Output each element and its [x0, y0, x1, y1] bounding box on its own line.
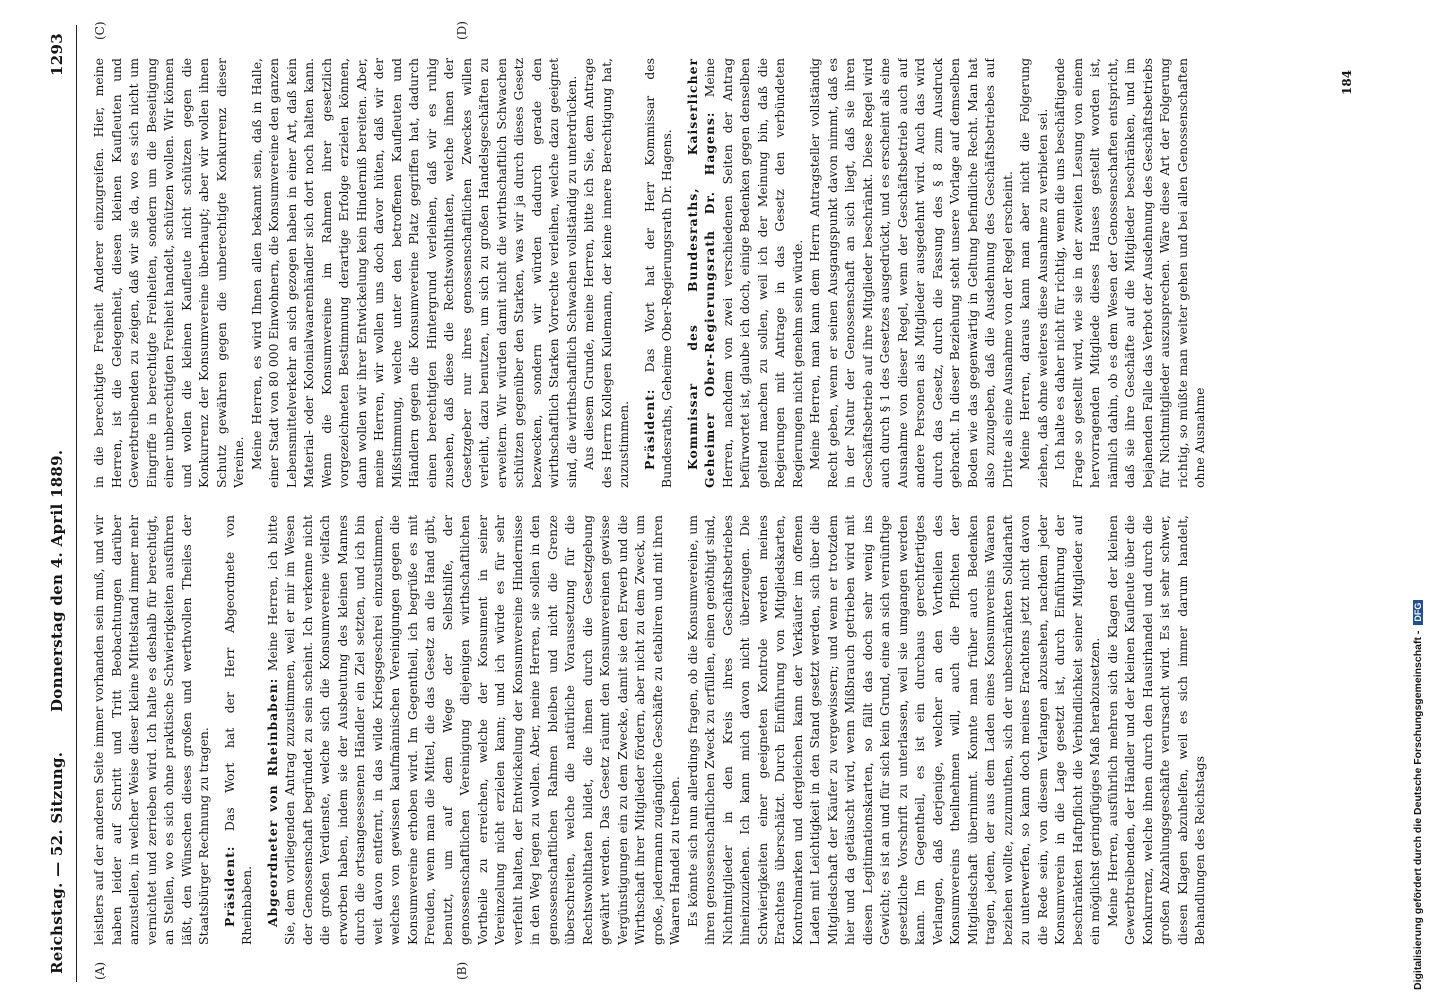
- paragraph: Meine Herren, man kann dem Herrn Antragsteller vollständig Recht geben, wenn er seinen Ausgangspunkt davon nimmt, daß es in der Natur der Genossenschaft an sich liegt, daß sie ihren Geschäftsbetrieb auf ihre Mitglieder beschränkt. Diese Regel wird auch durch § 1 des Gesetzes ausgedrückt, und es erscheint als eine Ausnahme von dieser Regel, wenn der Geschäftsbetrieb auch auf andere Personen als Mitglieder ausgedehnt wird. Auch das wird durch das Gesetz, durch die Fassung des § 8 zum Ausdruck gebracht. In dieser Beziehung steht unsere Vorlage auf demselben Boden wie das gegenwärtig in Geltung befindliche Recht. Man hat also zuzugeben, daß die Ausdehnung des Geschäftsbetriebes auf Dritte als eine Ausnahme von der Regel erscheint.: [807, 58, 1015, 488]
- paragraph: Es könnte sich nun allerdings fragen, ob die Konsumvereine, um ihren genossenschaftlichen Zweck zu erfüllen, einen genöthigt sind, Nichtmitglieder in den Kreis ihres Geschäftsbetriebes hineinzuziehen. Ich kann mich davon nicht überzeugen. Die Schwierigkeiten einer geeigneten Kontrole werden meines Erachtens überschätzt. Durch Einführung von Mitgliedskarten, Kontrolmarken und dergleichen kann der Verkäufer im offenen Laden mit Leichtigkeit in den Stand gesetzt werden, sich über die Mitgliedschaft der Käufer zu vergewissern; und wenn er trotzdem hier und da getäuscht wird, wenn Mißbrauch getrieben wird mit diesen Legitimationskarten, so fällt das doch sehr wenig ins Gewicht; es ist an und für sich kein Grund, eine an sich vernünftige gesetzliche Vorschrift zu unterlassen, weil sie umgangen werden kann. Im Gegentheil, es ist ein durchaus gerechtfertigtes Verlangen, daß derjenige, welcher an den Vortheilen des Konsumvereins theilnehmen will, auch die Pflichten der Mitgliedschaft übernimmt. Konnte man früher auch Bedenken tragen, jedem, der aus dem Laden eines Konsumvereins Waaren beziehen wollte, zuzumuthen, sich der unbeschränkten Solidarhaft zu unterwerfen, so kann doch meines Erachtens jetzt nicht davon die Rede sein, von diesem Verlangen abzusehen, nachdem jeder Konsumverein in die Lage gesetzt ist, durch Einführung der beschränkten Haftpflicht die Verbindlichkeit seiner Mitglieder auf ein möglichst geringfügiges Maß herabzusetzen.: [684, 515, 1102, 945]
- paragraph: Meine Herren, ausführlich mehren sich die Klagen der kleinen Gewerbtreibenden, der Händler und der kleinen Kaufleute über die Konkurrenz, welche ihnen durch den Hausirhandel und durch die großen Abzahlungsgeschäfte verursacht wird. Es ist sehr schwer, diesen Klagen abzuhelfen, weil es sich immer darum handelt, Behandlungen des Reichstags: [1104, 515, 1207, 945]
- paragraph: Aus diesem Grunde, meine Herren, bitte ich Sie, dem Antrage des Herrn Kollegen Kulemann, der keine innere Berechtigung hat, zuzustimmen.: [581, 58, 631, 488]
- paragraph-text: Das Wort hat der Herr Abgeordnete von Rheinbaben.: [221, 515, 254, 945]
- paragraph: Ich halte es daher nicht für richtig, wenn die uns beschäftigende Frage so gestellt wird, wie sie in der zweiten Lesung von einem hervorragenden Mitgliede dieses Hauses gestellt worden ist, nämlich dahin, ob es dem Wesen der Genossenschaften entspricht, daß sie ihre Geschäfte auf die Mitglieder beschränken, und im bejahenden Falle das Verbot der Ausdehnung des Geschäftsbetriebs für Nichtmitglieder auszusprechen. Wäre diese Art der Folgerung richtig, so müßte man weiter gehen und bei allen Genossenschaften ohne Ausnahme: [1052, 58, 1207, 488]
- header-page-number: 1293: [48, 33, 66, 76]
- header-session: Reichstag. — 52. Sitzung.: [48, 751, 66, 974]
- left-column: [90, 515, 1370, 945]
- right-column: [90, 58, 1370, 488]
- speaker-name: Kommissar des Bundesraths, Kaiserlicher Geheimer Ober-Regierungsrath Dr. Hagens:: [684, 58, 717, 488]
- paragraph-text: Meine Herren, ich bitte Sie, dem vorliegenden Antrag zuzustimmen, weil er mir im Wesen der Genossenschaft begründet zu sein scheint. Ich verkenne nicht die großen Verdienste, welche sich die Konsumvereine vielfach erworben haben, indem sie der Ausbeutung des kleinen Mannes durch die ortsangesessenen Händler ein Ziel setzten, und ich bin weit davon entfernt, in das wilde Kriegsgeschrei einzustimmen, welches von gewissen kaufmännischen Vereinigungen gegen die Konsumvereine erhoben wird. Im Gegentheil, ich begrüße es mit Freuden, wenn man die Mittel, die das Gesetz an die Hand gibt, benutzt, um auf dem Wege der Selbsthilfe, der genossenschaftlichen Vereinigung diejenigen wirthschaftlichen Vortheile zu erreichen, welche der Konsument in seiner Vereinzelung nicht erzielen kann; und ich würde es für sehr verfehlt halten, der Entwickelung der Konsumvereine Hindernisse in den Weg legen zu wollen. Aber, meine Herren, sie sollen in den genossenschaftlichen Rahmen bleiben und nicht die Grenze überschreiten, welche die natürliche Voraussetzung für die Rechtswohlthaten bildet, die ihnen durch die Gesetzgebung gewährt werden. Das Gesetz räumt den Konsumvereinen gewisse Vergünstigungen ein zu dem Zwecke, damit sie den Erwerb und die Wirthschaft ihrer Mitglieder fördern, aber nicht zu dem Zweck, um große, jedermann zugängliche Geschäfte zu etabliren und mit ihren Waaren Handel zu treiben.: [264, 515, 682, 945]
- header-date: Donnerstag den 4. April 1889.: [48, 449, 66, 712]
- speaker-name: Präsident:: [641, 388, 657, 470]
- margin-letter-b: (B): [455, 961, 469, 980]
- paragraph-text: Meine Herren, nachdem von zwei verschiedenen Seiten der Antrag befürwortet ist, glaube ich doch, einige Bedenken gegen denselben geltend machen zu sollen, weil ich der Meinung bin, daß die Regierungen mit Antrage in das Gesetz den verbündeten Regierungen nicht genehm sein würde.: [702, 58, 805, 488]
- paragraph: [641, 58, 676, 488]
- paragraph: Meine Herren, daraus kann man aber nicht die Folgerung ziehen, daß ohne weiteres diese Ausnahme zu verbieten sei.: [1017, 58, 1050, 488]
- digitization-credit: [1412, 600, 1424, 990]
- margin-letter-d: (D): [455, 21, 469, 40]
- paragraph: [684, 58, 807, 488]
- paragraph: [264, 515, 684, 945]
- margin-letter-a: (A): [93, 961, 107, 980]
- sheet-number: 184: [1340, 69, 1354, 95]
- paragraph: Meine Herren, es wird Ihnen allen bekannt sein, daß in Halle, einer Stadt von 80 000 Einwohnern, die Konsumvereine den ganzen Lebensmittelverkehr an sich gezogen haben in einer Art, daß kein Material- oder Kolonialwaarenhändler sich dort noch halten kann. Wenn die Konsumvereine im Rahmen ihrer gesetzlich vorgezeichneten Bestimmung derartige Erfolge erzielen können, dann wollen wir ihrer Entwickelung kein Hinderniß bereiten. Aber, meine Herren, wir wollen uns doch davor hüten, daß wir der Mißstimmung, welche unter den betroffenen Kaufleuten und Händlern gegen die Konsumvereine Platz gegriffen hat, dadurch einen berechtigten Hintergrund verleihen, daß wir es ruhig zusehen, daß diese die Rechtswohlthaten, welche ihnen der Gesetzgeber nur ihres genossenschaftlichen Zweckes willen verleiht, dazu benutzen, um sich zu großen Handelsgeschäften zu erweitern. Wir würden damit nicht die wirthschaftlich Schwachen schützen gegenüber den Starken, was wir ja durch dieses Gesetz bezwecken, sondern wir würden dadurch gerade den wirthschaftlich Starken Vorrechte verleihen, welche dazu geeignet sind, die wirthschaftlich Schwachen vollständig zu unterdrücken.: [248, 58, 579, 488]
- header-rule: [76, 25, 77, 982]
- paragraph-text: Das Wort hat der Herr Kommissar des Bundesraths, Geheime Ober-Regierungsrath Dr. Hagens.: [641, 58, 674, 488]
- paragraph: [221, 515, 256, 945]
- speaker-name: Abgeordneter von Rheinbaben:: [264, 677, 280, 927]
- margin-letter-c: (C): [93, 21, 107, 40]
- paragraph: leistlers auf der anderen Seite immer vorhanden sein muß, und wir haben leider auf Schritt und Tritt Beobachtungen darüber anzustellen, in welcher Weise dieser kleine Mittelstand immer mehr vernichtet und zerrieben wird. Ich halte es deshalb für berechtigt, an Stellen, wo es sich ohne praktische Schwierigkeiten ausführen läßt, den Wünschen dieses großen und werthvollen Theiles der Staatsbürger Rechnung zu tragen.: [91, 515, 211, 945]
- credit-text: Digitalisierung gefördert durch die Deutsche Forschungsgemeinschaft -: [1412, 630, 1424, 990]
- paragraph: in die berechtigte Freiheit Anderer einzugreifen. Hier, meine Herren, ist die Gelegenheit, diesen kleinen Kaufleuten und Gewerbtreibenden zu zeigen, daß wir sie da, wo es sich nicht um Eingriffe in berechtigte Freiheiten, sondern um die Beseitigung einer unberechtigten Freiheit handelt, schützen wollen. Wir können und wollen die kleinen Kaufleute nicht schützen gegen die Konkurrenz der Konsumvereine überhaupt; aber wir wollen ihnen Schutz gewähren gegen die unberechtigte Konkurrenz dieser Vereine.: [91, 58, 246, 488]
- speaker-name: Präsident:: [221, 845, 237, 927]
- running-head: [48, 25, 74, 982]
- dfg-logo: DFG: [1413, 600, 1423, 625]
